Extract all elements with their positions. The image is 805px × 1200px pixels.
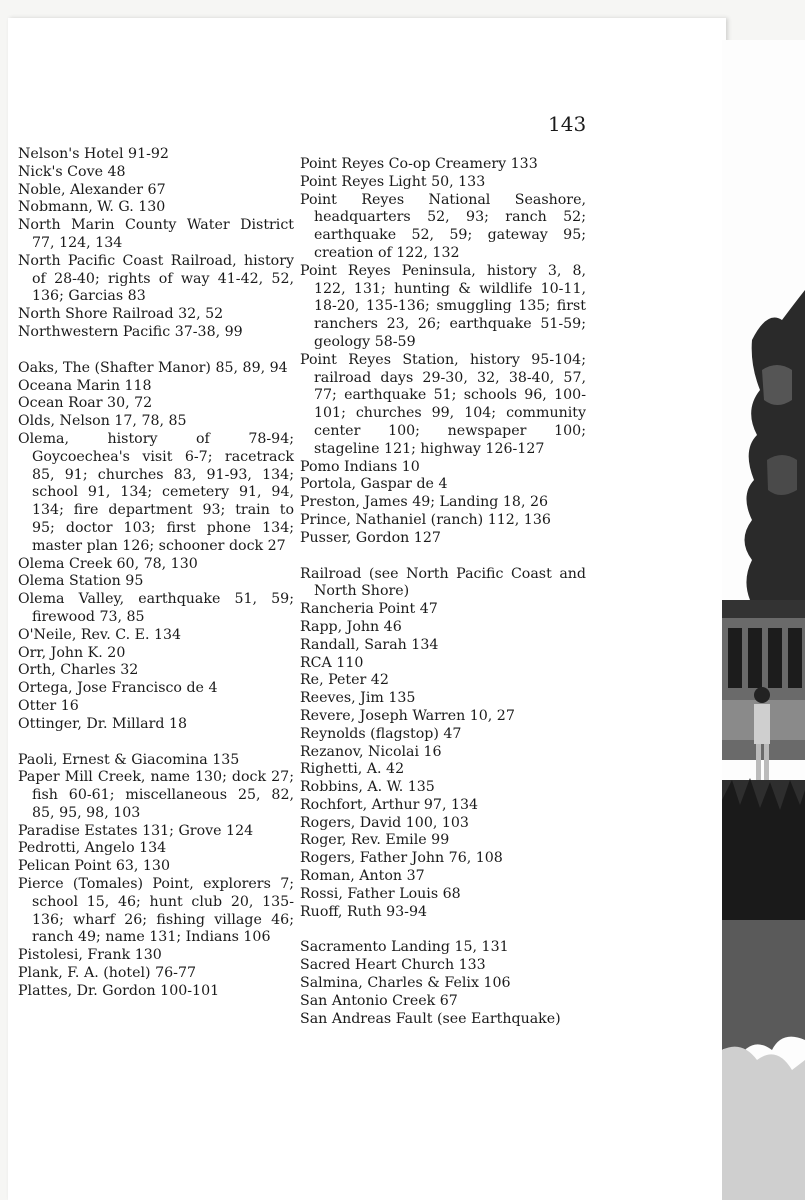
index-entry: Paper Mill Creek, name 130; dock 27; fish 60-61; miscellaneous 25, 82, 85, 95, 98, 103 — [18, 769, 294, 821]
index-entry: Prince, Nathaniel (ranch) 112, 136 — [300, 511, 551, 528]
index-entry: Re, Peter 42 — [300, 672, 389, 689]
index-entry: Pedrotti, Angelo 134 — [18, 840, 167, 857]
index-entry: Orr, John K. 20 — [18, 644, 126, 661]
index-entry: North Shore Railroad 32, 52 — [18, 306, 224, 323]
index-entry: Plank, F. A. (hotel) 76-77 — [18, 965, 197, 982]
index-entry: Olema Station 95 — [18, 573, 144, 590]
index-entry: Point Reyes Light 50, 133 — [300, 173, 486, 190]
index-entry: Sacred Heart Church 133 — [300, 957, 486, 974]
index-entry: Pusser, Gordon 127 — [300, 529, 441, 546]
index-entry: Orth, Charles 32 — [18, 662, 139, 679]
index-entry: Olema, history of 78-94; Goycoechea's visit 6-7; racetrack 85, 91; churches 83, 91-93, 134; school 91, 134; cemetery 91, 94, 134; fire department 93; train to 95; doctor 103; first phone 134; master plan 126; schooner dock 27 — [18, 430, 294, 554]
index-entry: Roman, Anton 37 — [300, 868, 425, 885]
index-entry: San Andreas Fault (see Earthquake) — [300, 1010, 561, 1027]
index-entry: Roger, Rev. Emile 99 — [300, 832, 450, 849]
page-number: 143 — [548, 112, 587, 136]
index-entry: RCA 110 — [300, 654, 364, 671]
index-entry: North Pacific Coast Railroad, history of 28-40; rights of way 41-42, 52, 136; Garcias 83 — [18, 252, 294, 305]
index-entry: Otter 16 — [18, 697, 79, 714]
index-entry: Sacramento Landing 15, 131 — [300, 939, 509, 956]
photo-image — [722, 40, 805, 1200]
index-entry: Nobmann, W. G. 130 — [18, 199, 166, 216]
index-column-left — [18, 146, 294, 1001]
index-entry: San Antonio Creek 67 — [300, 992, 458, 1009]
index-entry: Rogers, David 100, 103 — [300, 814, 469, 831]
index-entry: Reynolds (flagstop) 47 — [300, 725, 462, 742]
index-entry: Rezanov, Nicolai 16 — [300, 743, 442, 760]
index-entry: Paoli, Ernest & Giacomina 135 — [18, 751, 240, 768]
index-entry: Point Reyes Station, history 95-104; railroad days 29-30, 32, 38-40, 57, 77; earthquake 51; schools 96, 100-101; churches 99, 104; community center 100; newspaper 100; stageline 121; highway 126-127 — [300, 351, 586, 457]
index-entry: Ortega, Jose Francisco de 4 — [18, 680, 218, 697]
index-entry: Pelican Point 63, 130 — [18, 858, 170, 875]
index-entry: Nick's Cove 48 — [18, 163, 126, 180]
index-entry: Pomo Indians 10 — [300, 458, 420, 475]
index-entry: Reeves, Jim 135 — [300, 690, 416, 707]
index-entry: Rapp, John 46 — [300, 618, 402, 635]
index-entry: North Marin County Water District 77, 124, 134 — [18, 217, 294, 251]
index-entry: Portola, Gaspar de 4 — [300, 476, 448, 493]
index-entry: Oceana Marin 118 — [18, 377, 152, 394]
index-entry: Nelson's Hotel 91-92 — [18, 146, 169, 162]
index-entry: Ocean Roar 30, 72 — [18, 395, 153, 412]
index-entry: Ottinger, Dr. Millard 18 — [18, 715, 188, 732]
index-entry: Robbins, A. W. 135 — [300, 779, 435, 796]
index-entry: Point Reyes Peninsula, history 3, 8, 122, 131; hunting & wildlife 10-11, 18-20, 135-136; smuggling 135; first ranchers 23, 26; earthquake 51-59; geology 58-59 — [300, 262, 586, 350]
index-entry: Pistolesi, Frank 130 — [18, 947, 162, 964]
index-entry: Salmina, Charles & Felix 106 — [300, 975, 511, 992]
adjacent-page-photo — [722, 40, 805, 1200]
index-entry: Rancheria Point 47 — [300, 601, 438, 618]
index-entry: Revere, Joseph Warren 10, 27 — [300, 707, 515, 724]
index-entry: Preston, James 49; Landing 18, 26 — [300, 494, 549, 511]
index-column-right — [300, 156, 586, 1028]
index-entry: Rossi, Father Louis 68 — [300, 885, 461, 902]
index-entry: Rochfort, Arthur 97, 134 — [300, 796, 479, 813]
index-entry: Rogers, Father John 76, 108 — [300, 850, 503, 867]
index-entry: Olema Creek 60, 78, 130 — [18, 555, 198, 572]
index-entry: Olema Valley, earthquake 51, 59; firewood 73, 85 — [18, 591, 294, 625]
index-entry: Plattes, Dr. Gordon 100-101 — [18, 982, 220, 999]
index-entry: O'Neile, Rev. C. E. 134 — [18, 626, 182, 643]
index-entry: Ruoff, Ruth 93-94 — [300, 903, 428, 920]
index-entry: Noble, Alexander 67 — [18, 181, 166, 198]
index-entry: Pierce (Tomales) Point, explorers 7; school 15, 46; hunt club 20, 135-136; wharf 26; fishing village 46; ranch 49; name 131; Indians 106 — [18, 876, 294, 946]
index-entry: Railroad (see North Pacific Coast and North Shore) — [300, 565, 586, 600]
index-entry: Paradise Estates 131; Grove 124 — [18, 822, 254, 839]
index-entry: Oaks, The (Shafter Manor) 85, 89, 94 — [18, 359, 288, 376]
index-entry: Point Reyes National Seashore, headquarters 52, 93; ranch 52; earthquake 52, 59; gateway 95; creation of 122, 132 — [300, 191, 586, 261]
index-entry: Righetti, A. 42 — [300, 761, 405, 778]
index-entry: Randall, Sarah 134 — [300, 636, 439, 653]
index-entry: Northwestern Pacific 37-38, 99 — [18, 323, 243, 340]
index-entry: Olds, Nelson 17, 78, 85 — [18, 413, 187, 430]
index-entry: Point Reyes Co-op Creamery 133 — [300, 156, 538, 172]
